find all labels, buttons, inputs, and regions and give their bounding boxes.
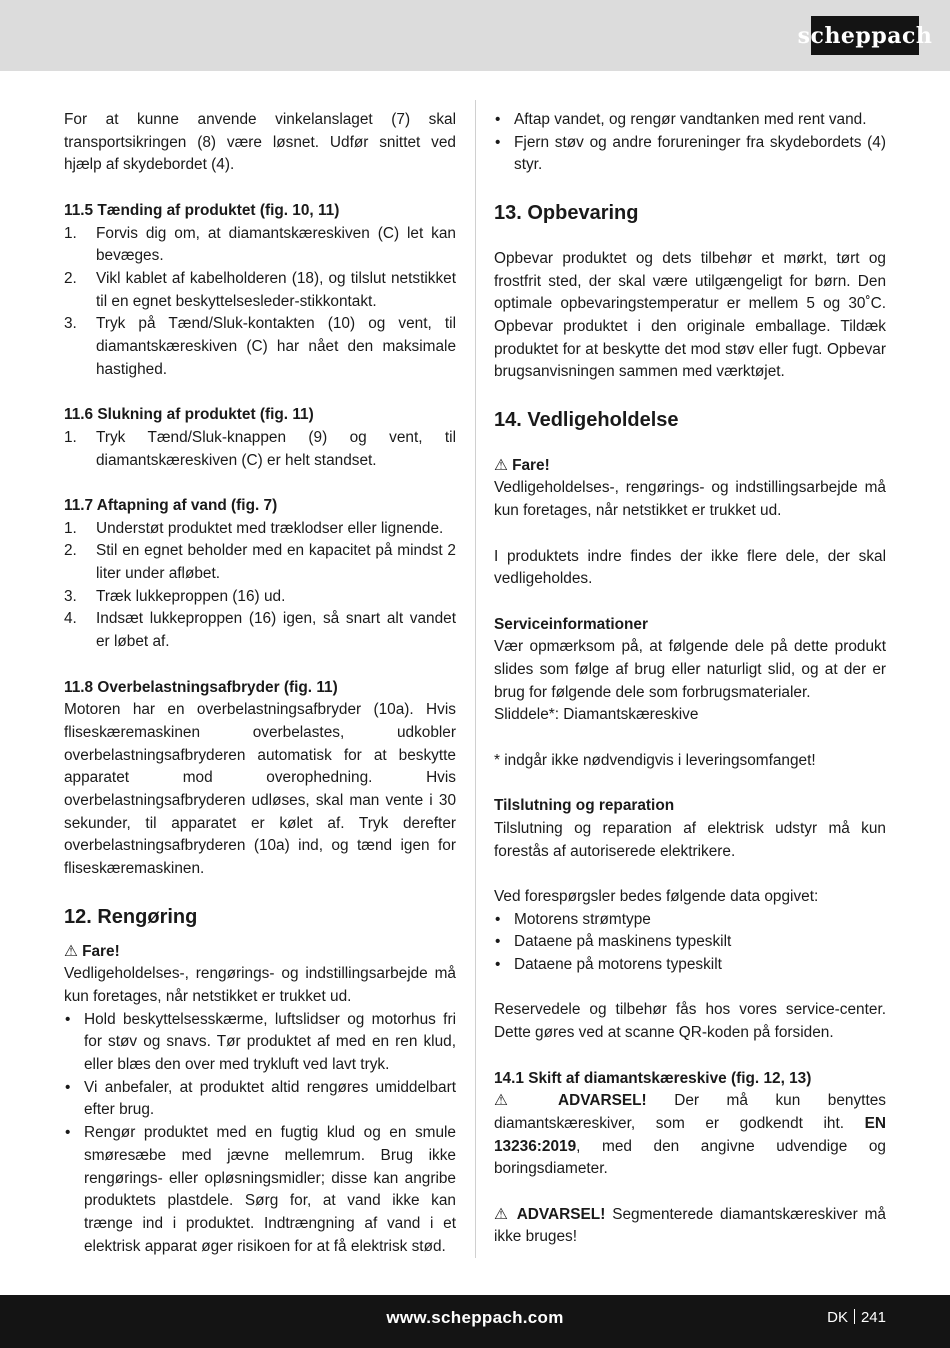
column-divider [475,100,476,1258]
footnote: * indgår ikke nødvendigvis i leveringsomfanget! [494,751,816,769]
storage-text: Opbevar produktet og dets tilbehør et mørkt, tørt og frostfrit sted, der skal være utilgængeligt for børn. Den optimale opbevaringstemperatur er mellem 5 og 30˚C. Opbevar produktet i den originale emballage. Tildæk produktet for at beskytte det mod støv eller fugt. Opbevar brugsanvisningen sammen med værktøjet. [494,249,886,381]
danger-notice [494,455,886,478]
section-11-6-steps [64,427,456,472]
danger-label: Fare! [512,456,550,474]
maintenance-text: I produktets indre findes der ikke flere dele, der skal vedligeholdes. [494,547,886,588]
section-12-heading: 12. Rengøring [64,905,198,928]
intro-paragraph: For at kunne anvende vinkelanslaget (7) skal transportsikringen (8) være løsnet. Udfør snittet ved hjælp af skydebordet (4). [64,111,456,174]
language-code: DK [827,1309,848,1326]
service-title: Serviceinformationer [494,615,648,633]
right-column [494,109,886,1249]
list-item: • Aftap vandet, og rengør vandtanken med rent vand. [495,111,867,128]
page-number [827,1309,886,1326]
list-item: 2. Vikl kablet af kabelholderen (18), og tilslut netstikket til en egnet beskyttelsesleder-stikkontakt. [64,269,456,310]
left-column [64,109,456,1258]
section-11-8-text: Motoren har en overbelastningsafbryder (10a). Hvis fliseskæremaskinen overbelastes, udkobler overbelastningsafbryderen automatisk for at beskytte apparatet mod overophedning. Hvis overbelastningsafbryderen udløses, skal man vente i 30 sekunder, til apparatet er kølet af. Tryk derefter overbelastningsafbryderen (10a) ind, og tænd igen for fliseskæremaskinen. [64,701,456,878]
top-bullets [494,109,886,177]
danger-label: Fare! [82,942,120,960]
warning-1: ⚠ ADVARSEL! Der må kun benyttes diamantskæreskiver, som er godkendt iht. EN 13236:2019, med den angivne udvendige og boringsdiameter. [494,1092,886,1178]
section-11-7-title: 11.7 Aftapning af vand (fig. 7) [64,496,278,514]
section-11-6-title: 11.6 Slukning af produktet (fig. 11) [64,406,314,424]
inquiry-text: Ved forespørgsler bedes følgende data opgivet: [494,887,819,905]
list-item: • Motorens strømtype [495,910,651,928]
list-item: • Fjern støv og andre forureninger fra skydebordets (4) styr. [495,133,886,174]
danger-text: Vedligeholdelses-, rengørings- og indstillingsarbejde må kun foretages, når netstikket er trukket ud. [494,479,886,520]
page-number-value: 241 [860,1309,886,1326]
list-item: • Hold beskyttelsesskærme, luftslidser og motorhus fri for støv og snavs. Tør produktet af med en ren klud, eller blæs den over med trykluft ved lavt tryk. [65,1010,456,1074]
footer-url: www.scheppach.com [386,1308,564,1327]
list-item: 3. Træk lukkeproppen (16) ud. [64,587,286,605]
list-item: • Vi anbefaler, at produktet altid rengøres umiddelbart efter brug. [65,1078,456,1119]
warning-triangle-icon: ⚠ [494,456,508,474]
scheppach-logo: scheppach [811,16,919,55]
list-item: 1. Tryk Tænd/Sluk-knappen (9) og vent, til diamantskæreskiven (C) er helt standset. [64,428,456,469]
warning-triangle-icon: ⚠ [64,942,78,960]
warning-triangle-icon: ⚠ [494,1205,511,1223]
list-item: • Dataene på motorens typeskilt [495,956,722,974]
service-text: Vær opmærksom på, at følgende dele på dette produkt slides som følge af brug eller naturligt slid, og at der er brug for følgende dele som forbrugsmaterialer. [494,638,886,701]
section-14-heading: 14. Vedligeholdelse [494,408,679,431]
service-parts: Sliddele*: Diamantskæreskive [494,706,699,724]
list-item: 4. Indsæt lukkeproppen (16) igen, så snart alt vandet er løbet af. [64,610,456,651]
section-11-5-title: 11.5 Tænding af produktet (fig. 10, 11) [64,201,340,219]
spare-parts-text: Reservedele og tilbehør fås hos vores service-center. Dette gøres ved at scanne QR-koden på forsiden. [494,1001,886,1042]
inquiry-bullets [494,909,886,977]
page-header [0,0,950,71]
list-item: 1. Understøt produktet med træklodser eller lignende. [64,519,444,537]
section-11-8-title: 11.8 Overbelastningsafbryder (fig. 11) [64,678,338,696]
list-item: • Rengør produktet med en fugtig klud og en smule smøresæbe med jævne mellemrum. Brug ikke rengørings- eller opløsningsmidler; disse kan angribe produktets plastdele. Sørg for, at vand ikke kan trænge ind i produktet. Indtrængning af vand i et elektrisk apparat øger risikoen for at få elektrisk stød. [65,1124,456,1255]
danger-text: Vedligeholdelses-, rengørings- og indstillingsarbejde må kun foretages, når netstikket er trukket ud. [64,965,456,1005]
list-item: 2. Stil en egnet beholder med en kapacitet på mindst 2 liter under afløbet. [64,542,456,583]
warning-2: ⚠ ADVARSEL! Segmenterede diamantskæreskiver må ikke bruges! [494,1205,886,1246]
repair-title: Tilslutning og reparation [494,797,675,815]
warning-triangle-icon: ⚠ [494,1092,532,1110]
section-14-1-title: 14.1 Skift af diamantskæreskive (fig. 12, 13) [494,1069,812,1087]
section-13-heading: 13. Opbevaring [494,201,639,224]
section-11-5-steps [64,223,456,382]
page-footer [0,1295,950,1348]
list-item: 1. Forvis dig om, at diamantskæreskiven (C) let kan bevæges. [64,224,456,265]
list-item: • Dataene på maskinens typeskilt [495,933,732,951]
repair-text: Tilslutning og reparation af elektrisk udstyr må kun forestås af autoriserede elektrikere. [494,819,886,860]
section-11-7-steps [64,518,456,654]
list-item: 3. Tryk på Tænd/Sluk-kontakten (10) og vent, til diamantskæreskiven (C) har nået den maksimale hastighed. [64,315,456,378]
cleaning-bullets [64,1009,456,1259]
danger-notice [64,941,456,964]
